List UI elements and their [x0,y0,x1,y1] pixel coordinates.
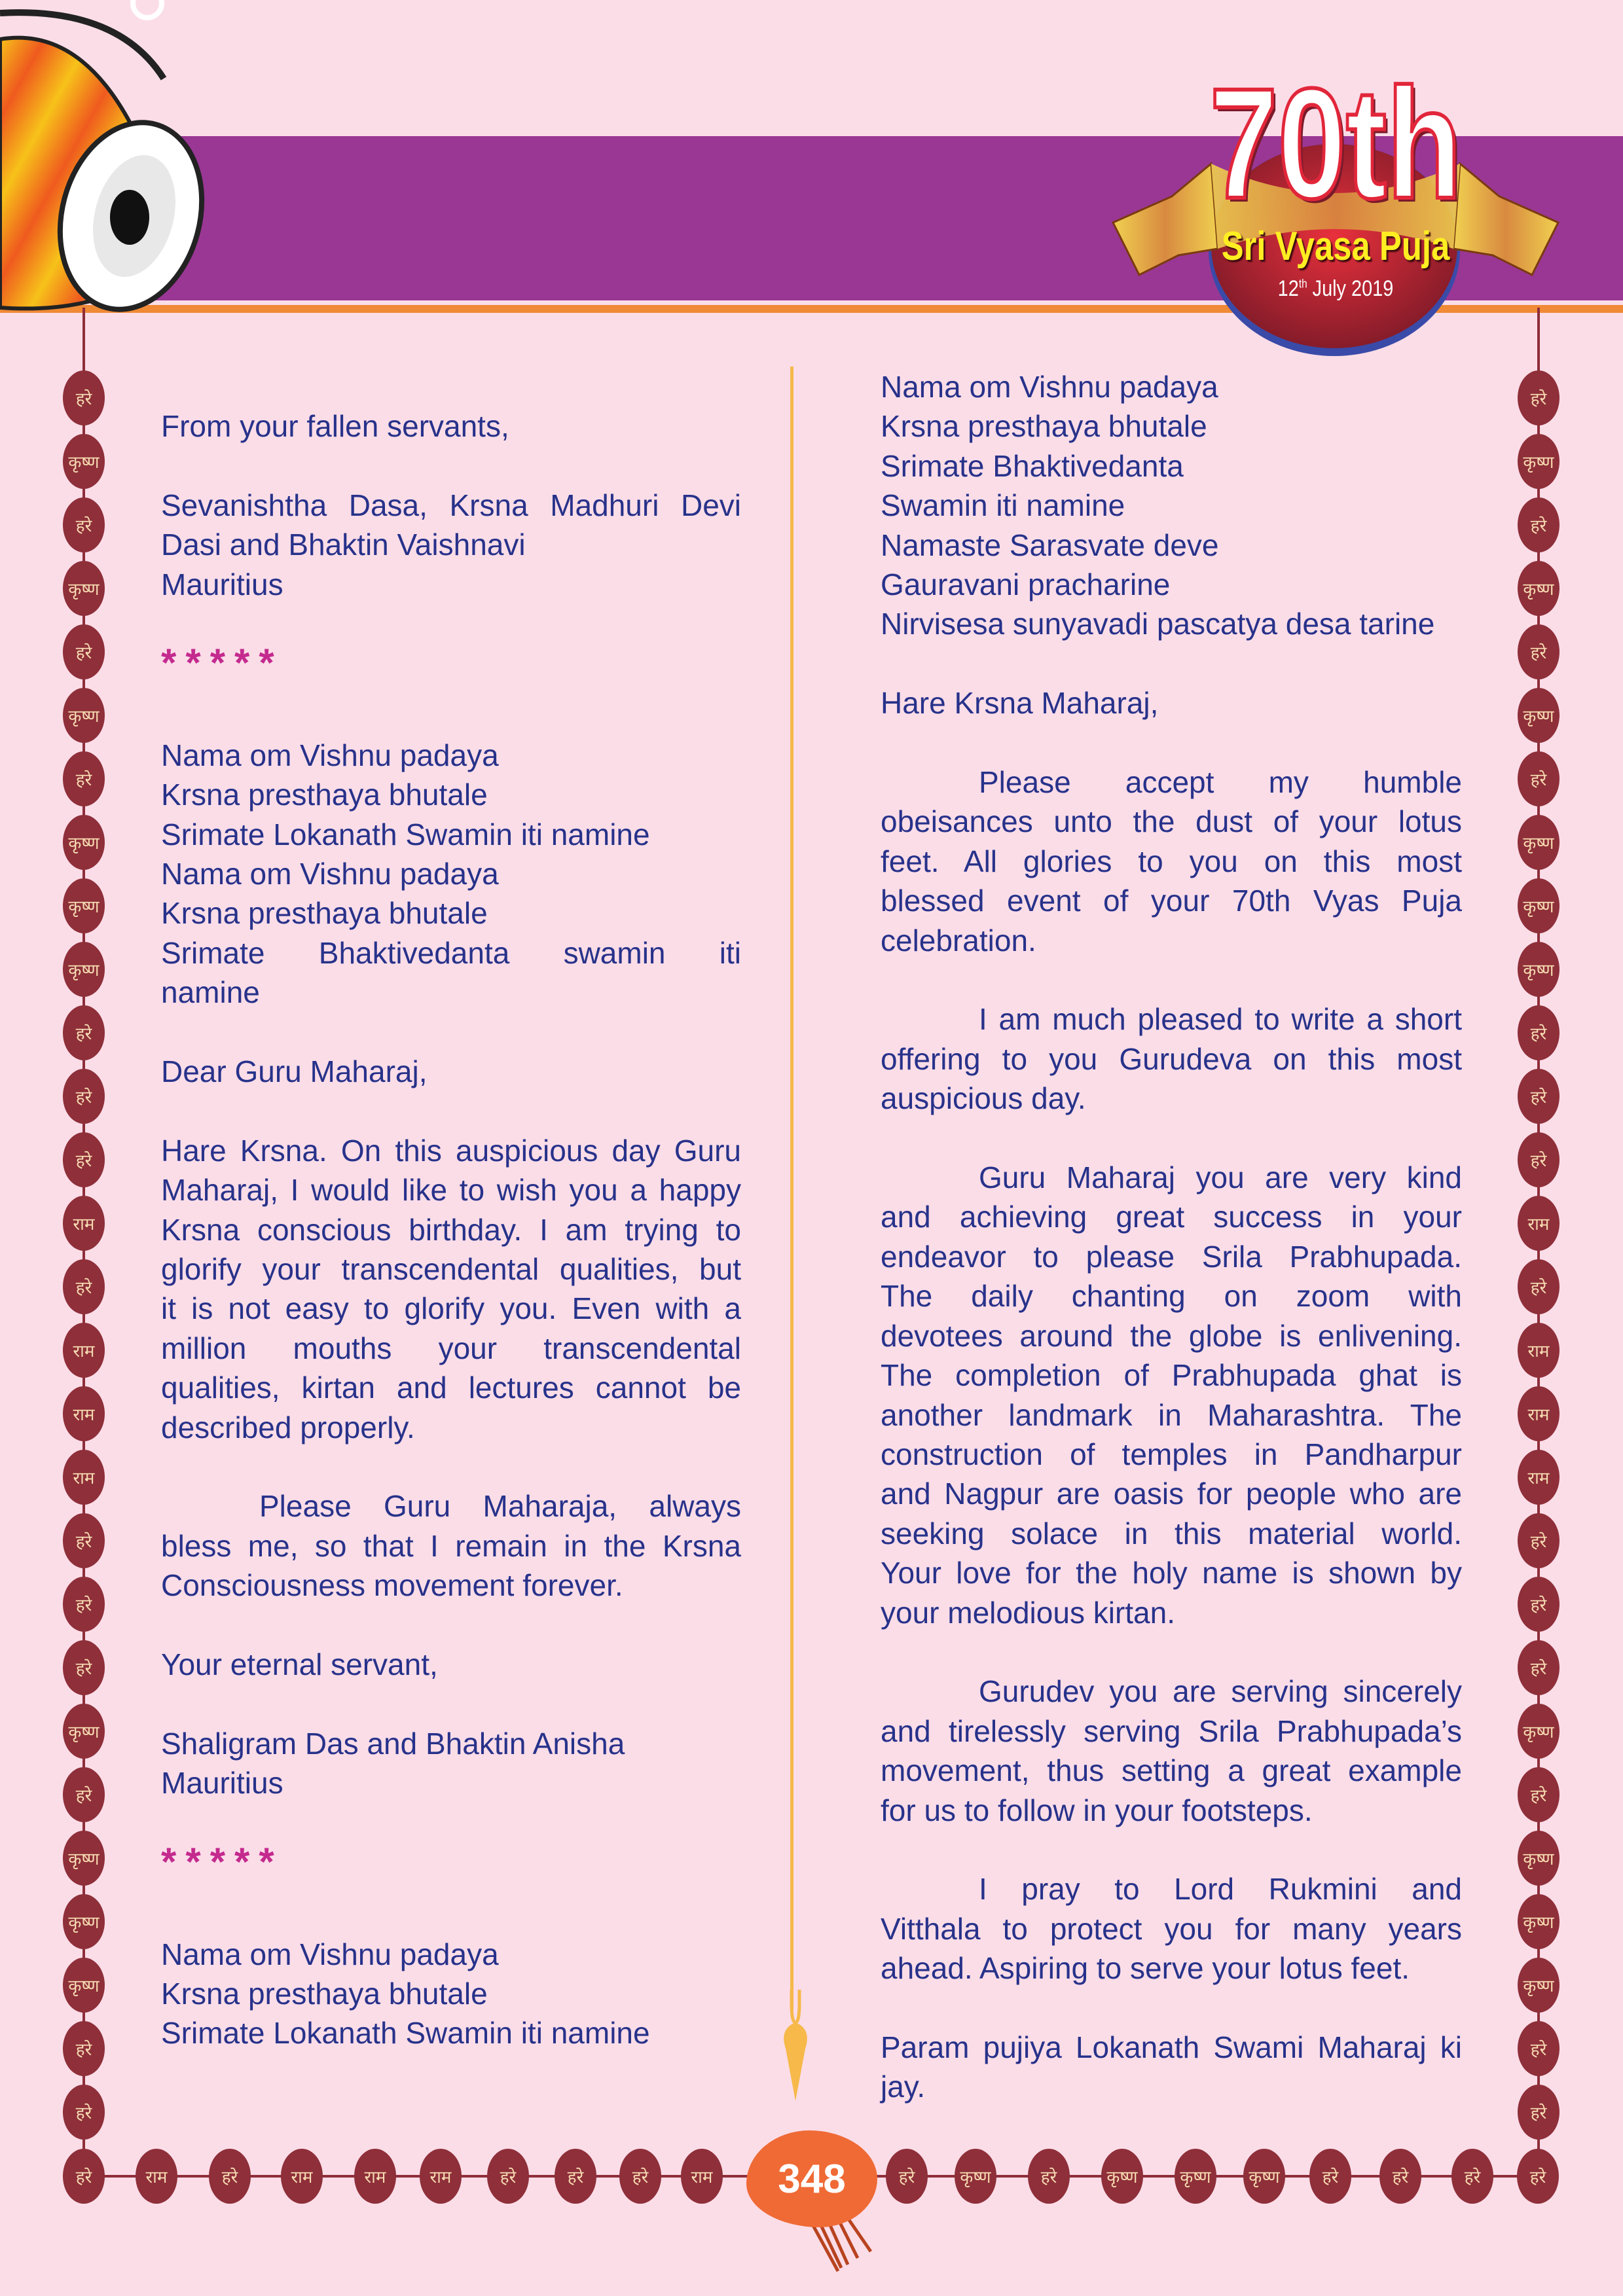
badge-event-title: Sri Vyasa Puja [1221,224,1450,269]
japa-bead: कृष्ण [955,2149,996,2204]
left-text-column [161,406,741,2092]
japa-bead: हरे [63,1069,105,1124]
text-line: Nama om Vishnu padaya [161,738,499,772]
text-line: and achieving great success in your [881,1200,1462,1234]
japa-bead: हरे [1517,2149,1559,2204]
japa-bead: हरे [63,2021,105,2076]
japa-bead: कृष्ण [63,434,105,489]
japa-bead: हरे [1518,1577,1559,1632]
japa-bead: कृष्ण [1518,1704,1559,1759]
japa-bead: हरे [1518,1640,1559,1695]
text-line: Dear Guru Maharaj, [161,1054,428,1089]
text-line: obeisances unto the dust of your lotus [881,804,1462,839]
text-line: devotees around the globe is enlivening. [881,1318,1462,1353]
text-line: offering to you Gurudeva on this most [881,1041,1462,1076]
text-paragraph [881,367,1462,644]
text-line: ahead. Aspiring to serve your lotus feet. [881,1951,1410,1986]
japa-bead: हरे [63,370,105,425]
anniversary-badge [1100,56,1571,360]
text-line: Krsna presthaya bhutale [161,778,488,812]
japa-bead: राम [63,1323,105,1378]
right-text-column [881,367,1462,2146]
text-line: Srimate Lokanath Swamin iti namine [161,817,650,852]
text-line: Please accept my humble [979,765,1462,800]
text-paragraph [161,1724,741,1803]
text-line: auspicious day. [881,1081,1086,1116]
text-line: construction of temples in Pandharpur [881,1437,1462,1471]
japa-bead: कृष्ण [63,1704,105,1759]
text-line: Your eternal servant, [161,1647,438,1682]
text-paragraph [161,1486,741,1605]
japa-bead: राम [420,2149,462,2204]
japa-bead: कृष्ण [63,815,105,870]
text-paragraph [881,2028,1462,2107]
japa-bead: कृष्ण [1518,942,1559,997]
japa-bead: राम [63,1450,105,1505]
japa-bead: हरे [886,2149,928,2204]
japa-bead: कृष्ण [1518,815,1559,870]
japa-bead: राम [1518,1323,1559,1378]
text-line: and Nagpur are oasis for people who are [881,1477,1462,1511]
badge-date-day: 12 [1277,276,1299,301]
text-paragraph [161,1131,741,1447]
text-line: endeavor to please Srila Prabhupada. [881,1239,1462,1274]
japa-bead: हरे [1309,2149,1351,2204]
text-line: it is not easy to glorify you. Even with a [161,1291,741,1326]
text-paragraph [161,406,741,446]
text-line: Swamin iti namine [881,488,1125,523]
text-line: Shaligram Das and Bhaktin Anisha [161,1726,625,1761]
japa-bead: हरे [63,1640,105,1695]
japa-bead: कृष्ण [1518,878,1559,933]
text-line: Srimate Bhaktivedanta swamin iti [161,935,741,970]
japa-bead: हरे [63,1132,105,1187]
japa-bead: राम [1518,1450,1559,1505]
japa-bead: राम [63,1196,105,1251]
text-line: Gurudev you are serving sincerely [979,1674,1462,1709]
text-line: From your fallen servants, [161,409,509,443]
japa-bead: कृष्ण [1101,2149,1143,2204]
text-line: Nirvisesa sunyavadi pascatya desa tarine [881,607,1435,641]
japa-bead: हरे [1518,751,1559,806]
text-line: movement, thus setting a great example [881,1753,1462,1788]
text-line: Srimate Lokanath Swamin iti namine [161,2016,650,2051]
text-line: feet. All glories to you on this most [881,844,1462,878]
text-paragraph [161,1052,741,1091]
japa-bead: कृष्ण [1518,1831,1559,1886]
japa-bead: कृष्ण [1243,2149,1285,2204]
text-line: Krsna presthaya bhutale [161,1976,488,2011]
text-paragraph [161,1935,741,2053]
divider-drop-ornament-icon [766,1990,825,2108]
japa-bead: हरे [63,2149,105,2204]
japa-bead: राम [1518,1386,1559,1441]
japa-bead: हरे [1518,1005,1559,1060]
japa-bead: राम [354,2149,396,2204]
text-line: Krsna presthaya bhutale [881,409,1207,444]
text-line: The completion of Prabhupada ghat is [881,1358,1462,1393]
text-line: Consciousness movement forever. [161,1568,623,1603]
text-line: Srimate Bhaktivedanta [881,448,1184,483]
japa-bead: हरे [1028,2149,1070,2204]
text-paragraph [881,683,1462,723]
japa-bead: हरे [1518,1767,1559,1822]
text-paragraph [881,1869,1462,1988]
text-line: Param pujiya Lokanath Swami Maharaj ki [881,2030,1462,2064]
japa-bead: कृष्ण [1518,1958,1559,2013]
text-paragraph [881,999,1462,1118]
mridanga-drum-icon [0,0,216,321]
japa-bead: कृष्ण [63,942,105,997]
japa-bead: राम [1518,1196,1559,1251]
badge-ordinal: 70th [1209,56,1462,231]
japa-bead: हरे [63,751,105,806]
japa-bead: कृष्ण [1518,561,1559,616]
page-number: 348 [746,2130,877,2227]
japa-bead: हरे [63,1767,105,1822]
japa-bead: कृष्ण [63,561,105,616]
japa-bead: हरे [1518,1132,1559,1187]
japa-bead: हरे [1518,2021,1559,2076]
text-line: Mauritius [161,1766,283,1801]
text-paragraph [161,736,741,1013]
japa-bead: हरे [619,2149,661,2204]
japa-bead: हरे [1518,624,1559,679]
text-line: Sevanishtha Dasa, Krsna Madhuri Devi [161,488,741,522]
text-line: for us to follow in your footsteps. [881,1793,1313,1827]
japa-bead: हरे [63,1005,105,1060]
text-line: Dasi and Bhaktin Vaishnavi [161,528,526,562]
text-paragraph [881,1158,1462,1632]
japa-bead: हरे [1518,497,1559,552]
text-line: Mauritius [161,567,283,601]
japa-bead: कृष्ण [63,1894,105,1949]
japa-bead: हरे [209,2149,251,2204]
japa-bead: हरे [555,2149,596,2204]
text-line: bless me, so that I remain in the Krsna [161,1528,741,1563]
text-line: namine [161,975,260,1010]
text-line: and tirelessly serving Srila Prabhupada’s [881,1713,1462,1748]
text-line: Hare Krsna. On this auspicious day Guru [161,1133,741,1168]
text-line: jay. [881,2070,926,2104]
text-line: your melodious kirtan. [881,1595,1175,1630]
text-line: celebration. [881,923,1036,958]
text-line: described properly. [161,1410,415,1444]
text-line: blessed event of your 70th Vyas Puja [881,884,1462,918]
text-line: another landmark in Maharashtra. The [881,1397,1462,1432]
text-line: Krsna presthaya bhutale [161,896,488,931]
section-separator-stars: ***** [161,1840,283,1884]
text-line: Maharaj, I would like to wish you a happy [161,1173,741,1208]
text-line: Vitthala to protect you for many years [881,1911,1462,1946]
japa-bead: हरे [63,1259,105,1314]
japa-bead: हरे [1518,1259,1559,1314]
text-line: glorify your transcendental qualities, but [161,1252,741,1287]
japa-bead: हरे [1379,2149,1421,2204]
text-paragraph [881,1672,1462,1830]
text-line: seeking solace in this material world. [881,1516,1462,1551]
text-line: million mouths your transcendental [161,1331,741,1365]
japa-bead: राम [136,2149,177,2204]
japa-bead: हरे [63,2085,105,2140]
japa-bead: कृष्ण [1518,434,1559,489]
text-paragraph [161,1645,741,1684]
japa-bead: हरे [1518,2085,1559,2140]
text-line: Krsna conscious birthday. I am trying to [161,1212,741,1247]
japa-bead: कृष्ण [63,1958,105,2013]
japa-bead: कृष्ण [1518,688,1559,743]
text-paragraph [881,762,1462,960]
japa-bead: कृष्ण [63,688,105,743]
text-line: Namaste Sarasvate deve [881,528,1219,562]
text-line: The daily chanting on zoom with [881,1279,1462,1314]
japa-bead: हरे [63,1513,105,1568]
text-line: Nama om Vishnu padaya [161,857,499,891]
text-line: Hare Krsna Maharaj, [881,686,1159,721]
column-divider [790,367,793,2009]
text-line: Please Guru Maharaja, always [259,1489,741,1524]
text-line: Nama om Vishnu padaya [161,1937,499,1971]
japa-bead: कृष्ण [1518,1894,1559,1949]
japa-bead: हरे [63,497,105,552]
text-line: Your love for the holy name is shown by [881,1556,1462,1590]
japa-bead: हरे [63,624,105,679]
japa-bead: राम [681,2149,723,2204]
japa-bead: हरे [63,1577,105,1632]
section-separator-stars: ***** [161,641,283,685]
japa-bead: कृष्ण [63,1831,105,1886]
badge-date-suffix: th [1298,277,1307,291]
japa-bead: हरे [1518,1513,1559,1568]
text-line: Guru Maharaj you are very kind [979,1160,1462,1195]
japa-bead: राम [281,2149,323,2204]
japa-bead: हरे [1518,1069,1559,1124]
japa-bead: हरे [1518,370,1559,425]
japa-bead: कृष्ण [63,878,105,933]
badge-date-rest: July 2019 [1307,276,1394,301]
badge-date [1135,275,1536,302]
text-line: Gauravani pracharine [881,567,1171,602]
text-line: I pray to Lord Rukmini and [979,1872,1462,1907]
japa-bead: हरे [1451,2149,1493,2204]
japa-bead: राम [63,1386,105,1441]
text-line: Nama om Vishnu padaya [881,370,1218,404]
japa-bead: कृष्ण [1175,2149,1216,2204]
text-paragraph [161,486,741,604]
text-line: I am much pleased to write a short [979,1002,1462,1037]
text-line: qualities, kirtan and lectures cannot be [161,1371,741,1405]
japa-bead: हरे [487,2149,529,2204]
